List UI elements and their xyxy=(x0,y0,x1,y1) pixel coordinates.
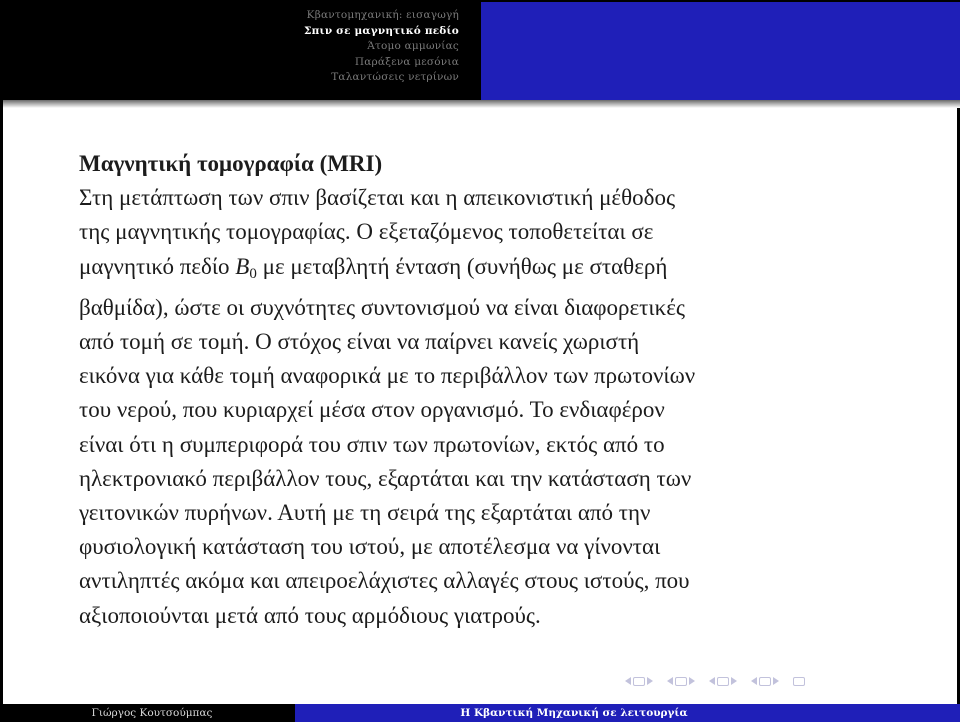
text-line: από τομή σε τομή. Ο στόχος είναι να παίρνει κανείς χωριστή xyxy=(79,329,640,355)
beamer-navigation-symbols xyxy=(625,670,955,692)
text-line-with-math xyxy=(79,250,899,291)
text-line: της μαγνητικής τομογραφίας. Ο εξεταζόμενος τοποθετείται σε xyxy=(79,219,654,245)
subsection-icon xyxy=(675,677,687,686)
headline-shadow xyxy=(3,100,960,108)
nav-subsection-controls[interactable] xyxy=(667,677,695,686)
text-line: ηλεκτρονιακό περιβάλλον τους, εξαρτάται και την κατάσταση των xyxy=(79,465,692,491)
search-icon[interactable] xyxy=(793,677,805,686)
document-icon xyxy=(759,677,771,686)
block-title: Μαγνητική τομογραφία (MRI) xyxy=(79,151,383,176)
nav-section-mesons[interactable]: Παράξενα μεσόνια xyxy=(354,55,459,68)
footline-author: Γιώργος Κουτσούμπας xyxy=(3,704,295,722)
arrow-right-icon[interactable] xyxy=(647,677,653,685)
headline-subsection-area xyxy=(481,2,960,100)
headline-bar xyxy=(3,2,960,100)
slide-content xyxy=(79,147,899,633)
footline xyxy=(3,704,960,722)
arrow-right-icon[interactable] xyxy=(773,677,779,685)
math-field-symbol: B xyxy=(235,253,250,279)
text-line: αξιοποιούνται μετά από τους αρμόδιους γιατρούς. xyxy=(79,602,541,628)
nav-document-controls[interactable] xyxy=(751,677,779,686)
text-line: αντιληπτές ακόμα και απειροελάχιστες αλλαγές στους ιστούς, που xyxy=(79,568,690,594)
arrow-left-icon[interactable] xyxy=(751,677,757,685)
nav-search-controls[interactable] xyxy=(793,677,805,686)
section-icon xyxy=(717,677,729,686)
arrow-right-icon[interactable] xyxy=(689,677,695,685)
nav-frame-controls[interactable] xyxy=(625,677,653,686)
arrow-left-icon[interactable] xyxy=(625,677,631,685)
text-line: φυσιολογική κατάσταση του ιστού, με αποτέλεσμα να γίνονται xyxy=(79,534,661,560)
frame-icon xyxy=(633,677,645,686)
text-line: του νερού, που κυριαρχεί μέσα στον οργανισμό. Το ενδιαφέρον xyxy=(79,397,665,423)
text-fragment: με μεταβλητή ένταση (συνήθως με σταθερή xyxy=(256,253,668,279)
footline-title: Η Κβαντική Μηχανική σε λειτουργία xyxy=(295,704,960,722)
nav-section-ammonia[interactable]: Άτομο αμμωνίας xyxy=(367,40,459,52)
nav-section-neutrinos[interactable]: Ταλαντώσεις νετρίνων xyxy=(331,71,459,83)
math-subscript: 0 xyxy=(249,265,257,282)
text-line: βαθμίδα), ώστε οι συχνότητες συντονισμού να είναι διαφορετικές xyxy=(79,294,685,320)
text-line: είναι ότι η συμπεριφορά του σπιν των πρωτονίων, εκτός από το xyxy=(79,431,665,457)
arrow-left-icon[interactable] xyxy=(709,677,715,685)
nav-section-spin-current[interactable]: Σπιν σε μαγνητικό πεδίο xyxy=(304,24,459,37)
arrow-left-icon[interactable] xyxy=(667,677,673,685)
section-navigation xyxy=(3,2,481,100)
text-line: εικόνα για κάθε τομή αναφορικά με το περιβάλλον των πρωτονίων xyxy=(79,363,696,389)
nav-section-intro[interactable]: Κβαντομηχανική: εισαγωγή xyxy=(306,9,459,21)
text-fragment: μαγνητικό πεδίο xyxy=(79,253,236,279)
nav-section-controls[interactable] xyxy=(709,677,737,686)
arrow-right-icon[interactable] xyxy=(731,677,737,685)
text-line: γειτονικών πυρήνων. Αυτή με τη σειρά της εξαρτάται από την xyxy=(79,500,651,526)
text-line: Στη μετάπτωση των σπιν βασίζεται και η απεικονιστική μέθοδος xyxy=(79,185,676,211)
